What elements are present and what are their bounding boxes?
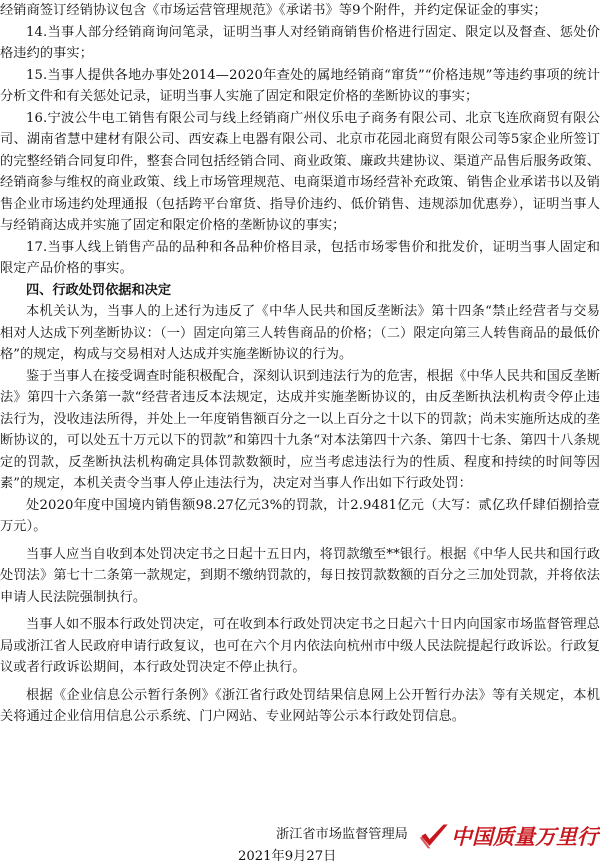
watermark-logo [418, 818, 598, 854]
watermark-text: 中国质量万里行 [451, 825, 598, 849]
paragraph-contract-attachments: 经销商签订经销协议包含《市场运营管理规范》《承诺书》等9个附件，并约定保证金的事实； [0, 3, 547, 18]
paragraph-penalty-reasoning: 鉴于当事人在接受调查时能积极配合，深刻认识到违法行为的危害，根据《中华人民共和国反垄断法》第四十六条第一款“经营者违反本法规定，达成并实施垄断协议的，由反垄断执法机构责令停止违法行为，没收违法所得，并处上一年度销售额百分之一以上百分之十以下的罚款；尚未实施所达成的垄断协议的，可以处五十万元以下的罚款”和第四十九条“对本法第四十六条、第四十七条、第四十八条规定的罚款，反垄断执法机构确定具体罚款数额时，应当考虑违法行为的性质、程度和持续的时间等因素”的规定，本机关责令当事人停止违法行为，决定对当事人作出如下行政处罚： [0, 368, 600, 491]
paragraph-publication: 根据《企业信息公示暂行条例》《浙江省行政处罚结果信息网上公开暂行办法》等有关规定，本机关将通过企业信用信息公示系统、门户网站、专业网站等公示本行政处罚信息。 [0, 687, 600, 724]
paragraph-evidence-16: 16.宁波公牛电工销售有限公司与线上经销商广州仪乐电子商务有限公司、北京飞连欣商贸有限公司、湖南省慧中建材有限公司、西安森上电器有限公司、北京市花园北商贸有限公司等5家企业所签订的完整经销合同复印件，整套合同包括经销合同、商业政策、廉政共建协议、渠道产品售后服务政策、经销商参与维权的商业政策、线上市场管理规范、电商渠道市场经营补充政策、销售企业承诺书以及销售企业市场违约处理通报（包括跨平台窜货、指导价违约、低价销售、违规添加优惠券），证明当事人与经销商达成并实施了固定和限定价格的垄断协议的事实； [0, 110, 600, 233]
paragraph-legal-basis: 本机关认为，当事人的上述行为违反了《中华人民共和国反垄断法》第十四条“禁止经营者与交易相对人达成下列垄断协议：（一）固定向第三人转售商品的价格；（二）限定向第三人转售商品的最低价格”的规定，构成与交易相对人达成并实施垄断协议的行为。 [0, 304, 600, 362]
paragraph-fine-amount: 处2020年度中国境内销售额98.27亿元3%的罚款，计2.9481亿元（大写：贰亿玖仟肆佰捌拾壹万元）。 [0, 497, 600, 534]
issue-date: 2021年9月27日 [238, 849, 337, 864]
paragraph-evidence-17: 17.当事人线上销售产品的品种和各品种价格目录，包括市场零售价和批发价，证明当事人固定和限定产品价格的事实。 [0, 239, 600, 276]
section-heading: 四、行政处罚依据和决定 [26, 282, 172, 298]
issuing-organization: 浙江省市场监督管理局 [276, 827, 408, 842]
paragraph-payment-deadline: 当事人应当自收到本处罚决定书之日起十五日内，将罚款缴至**银行。根据《中华人民共和国行政处罚法》第七十二条第一款规定，到期不缴纳罚款的，每日按罚款数额的百分之三加处罚款，并将依法申请人民法院强制执行。 [0, 546, 600, 605]
checkmark-logo-icon [418, 818, 451, 854]
paragraph-appeal-rights: 当事人如不服本行政处罚决定，可在收到本行政处罚决定书之日起六十日内向国家市场监督管理总局或浙江省人民政府申请行政复议，也可在六个月内依法向杭州市中级人民法院提起行政诉讼。行政复议或者行政诉讼期间，本行政处罚决定不停止执行。 [0, 617, 600, 675]
paragraph-evidence-14: 14.当事人部分经销商询问笔录，证明当事人对经销商销售价格进行固定、限定以及督查、惩处价格违约的事实； [0, 24, 600, 61]
paragraph-evidence-15: 15.当事人提供各地办事处2014—2020年查处的属地经销商“窜货”“价格违规”等违约事项的统计分析文件和有关惩处记录，证明当事人实施了固定和限定价格的垄断协议的事实； [0, 67, 600, 104]
